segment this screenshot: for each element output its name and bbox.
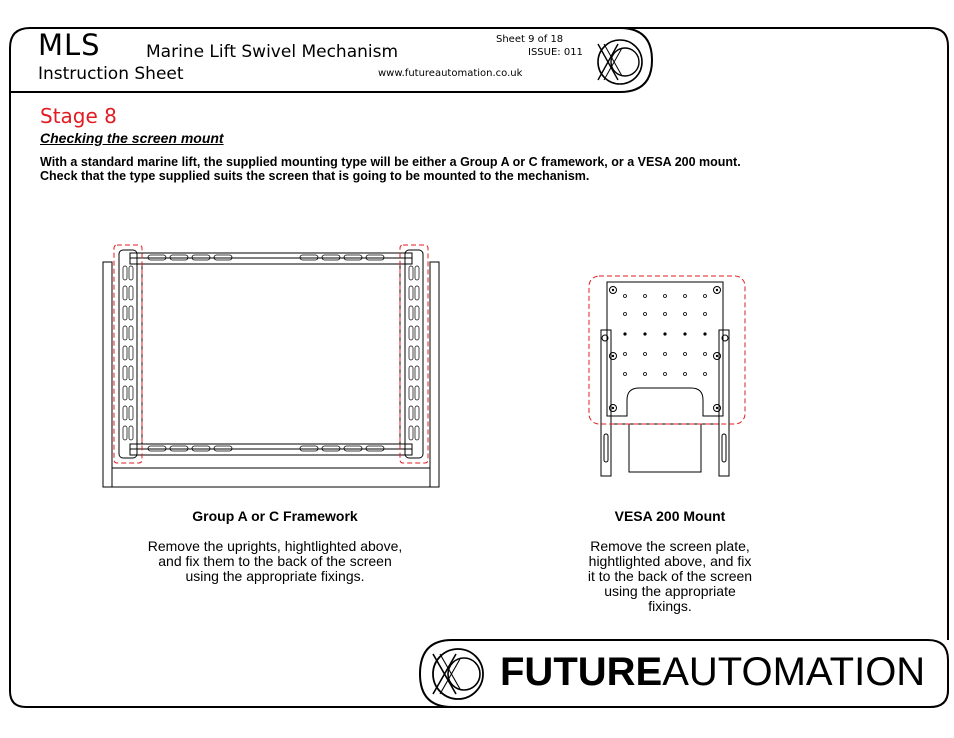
framework-caption: Group A or C Framework [192, 508, 358, 524]
vesa-mount-drawing [585, 274, 749, 478]
sheet-number: Sheet 9 of 18 [496, 34, 564, 45]
intro-line: Check that the type supplied suits the screen that is going to be mounted to the mechanism. [40, 169, 590, 183]
brand-wordmark [500, 649, 925, 695]
document-type: Instruction Sheet [38, 64, 184, 84]
futureautomation-logo-icon [592, 36, 648, 88]
description-line: hightlighted above, and fix [588, 553, 752, 569]
website-link[interactable]: www.futureautomation.co.uk [378, 68, 523, 79]
product-code: MLS [38, 28, 101, 62]
description-line: fixings. [648, 598, 692, 614]
description-line: Remove the screen plate, [590, 538, 750, 554]
intro-text [40, 155, 900, 183]
vesa-description [560, 539, 780, 614]
vesa-caption: VESA 200 Mount [614, 508, 726, 524]
brand-bold: FUTURE [500, 650, 663, 694]
description-line: using the appropriate fixings. [185, 568, 365, 584]
stage-subtitle: Checking the screen mount [40, 130, 224, 146]
intro-line: With a standard marine lift, the supplied mounting type will be either a Group A or C framework, or a VESA 200 mount. [40, 155, 741, 169]
framework-description [100, 539, 450, 584]
issue-number: ISSUE: 011 [528, 47, 583, 58]
brand-regular: AUTOMATION [662, 650, 926, 694]
product-title: Marine Lift Swivel Mechanism [146, 42, 399, 62]
description-line: and fix them to the back of the screen [158, 553, 392, 569]
framework-drawing [100, 240, 442, 490]
description-line: Remove the uprights, hightlighted above, [147, 538, 403, 554]
description-line: it to the back of the screen [587, 568, 753, 584]
description-line: using the appropriate [604, 583, 736, 599]
futureautomation-footer-logo-icon [426, 645, 490, 703]
stage-title: Stage 8 [40, 104, 117, 128]
